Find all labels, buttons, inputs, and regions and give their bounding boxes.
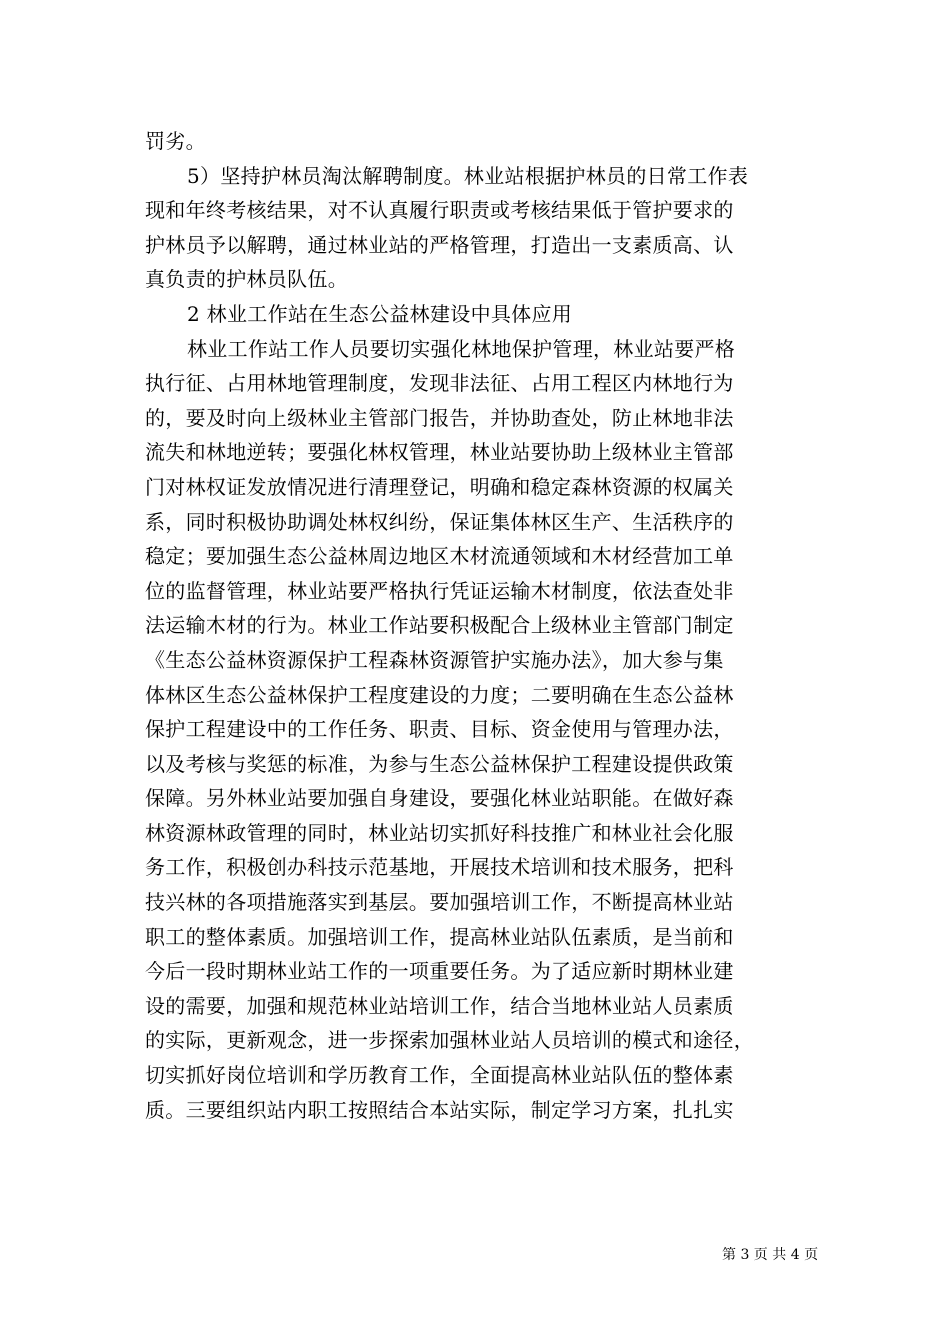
text-line: 林资源林政管理的同时，林业站切实抓好科技推广和林业社会化服 xyxy=(145,820,734,845)
text-line: 《生态公益林资源保护工程森林资源管护实施办法》，加大参与集 xyxy=(145,647,724,672)
body-text xyxy=(145,124,810,1127)
text-line: 现和年终考核结果，对不认真履行职责或考核结果低于管护要求的 xyxy=(145,198,734,223)
text-line: 的实际，更新观念，进一步探索加强林业站人员培训的模式和途径， xyxy=(145,1028,754,1053)
text-line: 的，要及时向上级林业主管部门报告，并协助查处，防止林地非法 xyxy=(145,405,734,430)
text-line: 护林员予以解聘，通过林业站的严格管理，打造出一支素质高、认 xyxy=(145,232,734,257)
text-line: 门对林权证发放情况进行清理登记，明确和稳定森林资源的权属关 xyxy=(145,474,734,499)
text-line: 以及考核与奖惩的标准，为参与生态公益林保护工程建设提供政策 xyxy=(145,751,734,776)
text-line: 今后一段时期林业站工作的一项重要任务。为了适应新时期林业建 xyxy=(145,959,734,984)
text-line: 系，同时积极协助调处林权纠纷，保证集体林区生产、生活秩序的 xyxy=(145,509,734,534)
page-number: 第 3 页 共 4 页 xyxy=(722,1247,819,1263)
text-line: 林业工作站工作人员要切实强化林地保护管理，林业站要严格 xyxy=(187,336,736,361)
text-line: 务工作，积极创办科技示范基地，开展技术培训和技术服务，把科 xyxy=(145,855,734,880)
text-line: 设的需要，加强和规范林业站培训工作，结合当地林业站人员素质 xyxy=(145,993,734,1018)
text-line: 真负责的护林员队伍。 xyxy=(145,267,348,292)
text-line: 5）坚持护林员淘汰解聘制度。林业站根据护林员的日常工作表 xyxy=(187,163,749,188)
text-line: 职工的整体素质。加强培训工作，提高林业站队伍素质，是当前和 xyxy=(145,924,734,949)
text-line: 保障。另外林业站要加强自身建设，要强化林业站职能。在做好森 xyxy=(145,786,734,811)
text-line: 体林区生态公益林保护工程度建设的力度；二要明确在生态公益林 xyxy=(145,682,734,707)
text-line: 罚劣。 xyxy=(145,129,206,153)
text-line: 稳定；要加强生态公益林周边地区木材流通领域和木材经营加工单 xyxy=(145,544,734,569)
text-line: 质。三要组织站内职工按照结合本站实际，制定学习方案，扎扎实 xyxy=(145,1097,734,1122)
text-line: 位的监督管理，林业站要严格执行凭证运输木材制度，依法查处非 xyxy=(145,578,734,603)
text-line: 流失和林地逆转；要强化林权管理，林业站要协助上级林业主管部 xyxy=(145,440,734,465)
text-line: 切实抓好岗位培训和学历教育工作，全面提高林业站队伍的整体素 xyxy=(145,1063,734,1088)
text-line: 执行征、占用林地管理制度，发现非法征、占用工程区内林地行为 xyxy=(145,371,734,396)
text-line: 技兴林的各项措施落实到基层。要加强培训工作，不断提高林业站 xyxy=(145,890,734,915)
text-line: 法运输木材的行为。林业工作站要积极配合上级林业主管部门制定 xyxy=(145,613,734,638)
section-heading: 2 林业工作站在生态公益林建设中具体应用 xyxy=(187,301,573,326)
text-line: 保护工程建设中的工作任务、职责、目标、资金使用与管理办法， xyxy=(145,717,734,742)
